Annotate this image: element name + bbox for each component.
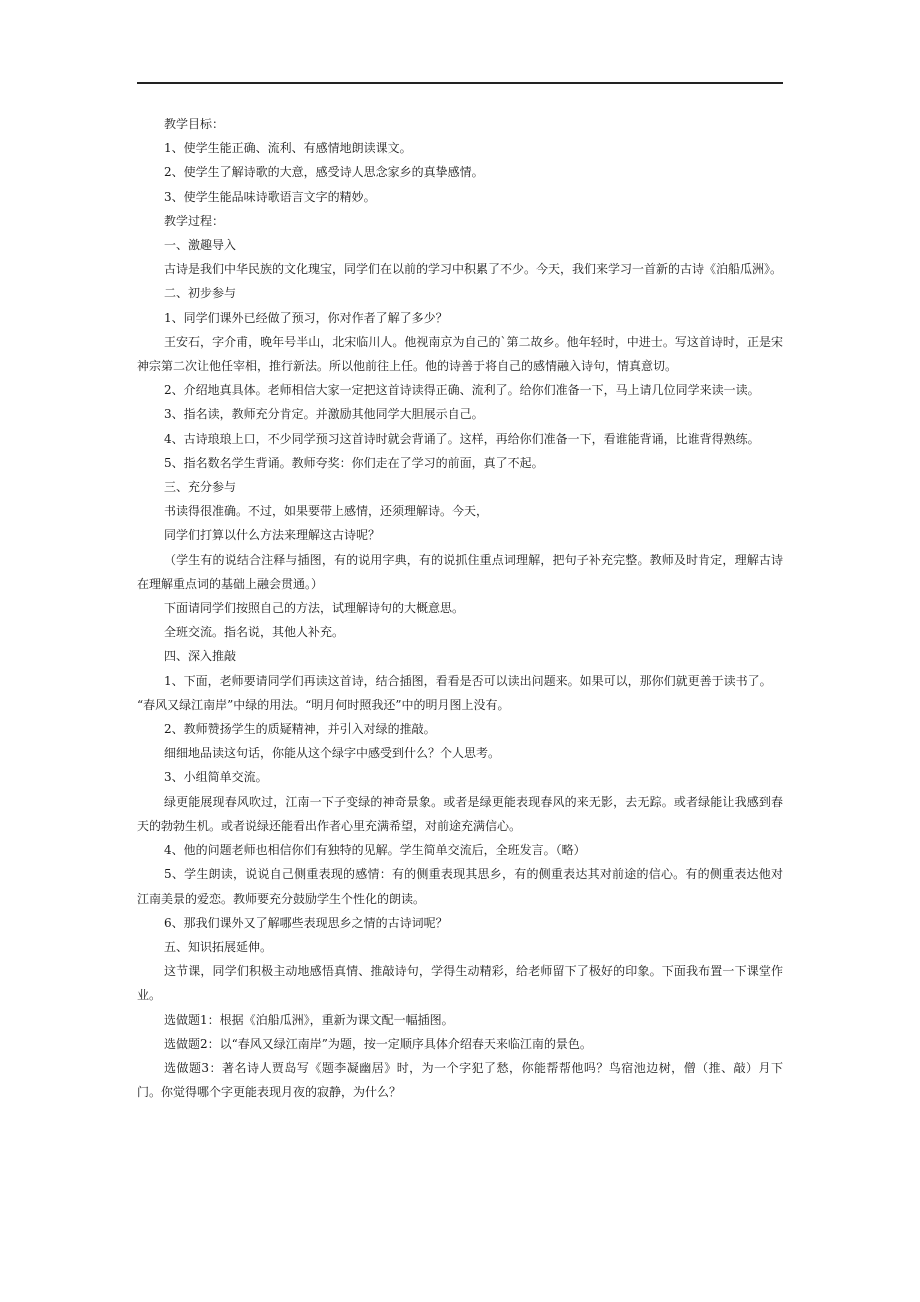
- paragraph: 5、学生朗读，说说自己侧重表现的感情：有的侧重表现其思乡，有的侧重表达其对前途的信心。有的侧重表达他对江南美景的爱恋。教师要充分鼓励学生个性化的朗读。: [137, 867, 783, 906]
- paragraph: 6、那我们课外又了解哪些表现思乡之情的古诗词呢？: [164, 915, 448, 930]
- paragraph: 古诗是我们中华民族的文化瑰宝，同学们在以前的学习中积累了不少。今天，我们来学习一首新的古诗《泊船瓜洲》。: [164, 262, 783, 277]
- paragraph: （学生有的说结合注释与插图，有的说用字典，有的说抓住重点词理解，把句子补充完整。教师及时肯定，理解古诗在理解重点词的基础上融会贯通。）: [137, 552, 783, 591]
- paragraph: 同学们打算以什么方法来理解这古诗呢？: [164, 528, 381, 543]
- paragraph: 2、教师赞扬学生的质疑精神，并引入对绿的推敲。: [164, 722, 436, 737]
- paragraph: 1、同学们课外已经做了预习，你对作者了解了多少？: [164, 310, 448, 325]
- paragraph-optional-task-3: 选做题3：著名诗人贾岛写《题李凝幽居》时，为一个字犯了愁，你能帮帮他吗？鸟宿池边树，僧（推、敲）月下门。你觉得哪个字更能表现月夜的寂静，为什么？: [137, 1060, 783, 1100]
- paragraph: 5、指名数名学生背诵。教师夸奖：你们走在了学习的前面，真了不起。: [164, 455, 544, 470]
- paragraph: 王安石，字介甫，晚年号半山，北宋临川人。他视南京为自己的`第二故乡。他年轻时，中进士。写这首诗时，正是宋神宗第二次让他任宰相，推行新法。所以他前往上任。他的诗善于将自己的感情融入诗句，情真意切。: [137, 334, 783, 374]
- paragraph-goal-1: 1、使学生能正确、流利、有感情地朗读课文。: [164, 141, 412, 156]
- paragraph-optional-task-2: 选做题2：以“春风又绿江南岸”为题，按一定顺序具体介绍春天来临江南的景色。: [164, 1036, 592, 1051]
- paragraph-process-heading: 教学过程：: [164, 213, 225, 228]
- paragraph: 4、古诗琅琅上口，不少同学预习这首诗时就会背诵了。这样，再给你们准备一下，看谁能背诵，比谁背得熟练。: [164, 431, 760, 446]
- header-rule: [137, 82, 783, 84]
- paragraph: 3、指名读，教师充分肯定。并激励其他同学大胆展示自己。: [164, 407, 484, 422]
- paragraph: 这节课，同学们积极主动地感悟真情、推敲诗句，学得生动精彩，给老师留下了极好的印象。下面我布置一下课堂作业。: [137, 964, 783, 1003]
- paragraph: “春风又绿江南岸”中绿的用法。“明月何时照我还”中的明月图上没有。: [137, 697, 510, 712]
- section-heading-3: 三、充分参与: [164, 480, 237, 495]
- paragraph-goals-heading: 教学目标：: [164, 117, 225, 131]
- paragraph: 全班交流。指名说，其他人补充。: [164, 625, 345, 640]
- paragraph: 书读得很准确。不过，如果要带上感情，还须理解诗。今天，: [164, 504, 489, 519]
- paragraph-goal-3: 3、使学生能品味诗歌语言文字的精妙。: [164, 189, 376, 204]
- section-heading-4: 四、深入推敲: [164, 649, 237, 664]
- paragraph: 3、小组简单交流。: [164, 770, 268, 785]
- paragraph: 2、介绍地真具体。老师相信大家一定把这首诗读得正确、流利了。给你们准备一下，马上请几位同学来读一读。: [164, 383, 760, 398]
- section-heading-1: 一、激趣导入: [164, 238, 237, 253]
- paragraph: 绿更能展现春风吹过，江南一下子变绿的神奇景象。或者是绿更能表现春风的来无影，去无踪。或者绿能让我感到春天的勃勃生机。或者说绿还能看出作者心里充满希望，对前途充满信心。: [137, 794, 783, 833]
- section-heading-2: 二、初步参与: [164, 286, 237, 301]
- document-body: [137, 112, 783, 1104]
- paragraph: 4、他的问题老师也相信你们有独特的见解。学生简单交流后，全班发言。（略）: [164, 843, 586, 858]
- paragraph: 1、下面，老师要请同学们再读这首诗，结合插图，看看是否可以读出问题来。如果可以，那你们就更善于读书了。: [164, 673, 772, 688]
- paragraph: 下面请同学们按照自己的方法，试理解诗句的大概意思。: [164, 601, 465, 616]
- section-heading-5: 五、知识拓展延伸。: [164, 939, 273, 954]
- paragraph: 细细地品读这句话，你能从这个绿字中感受到什么？个人思考。: [164, 746, 501, 761]
- paragraph-optional-task-1: 选做题1：根据《泊船瓜洲》，重新为课文配一幅插图。: [164, 1012, 454, 1027]
- paragraph-goal-2: 2、使学生了解诗歌的大意，感受诗人思念家乡的真挚感情。: [164, 165, 484, 180]
